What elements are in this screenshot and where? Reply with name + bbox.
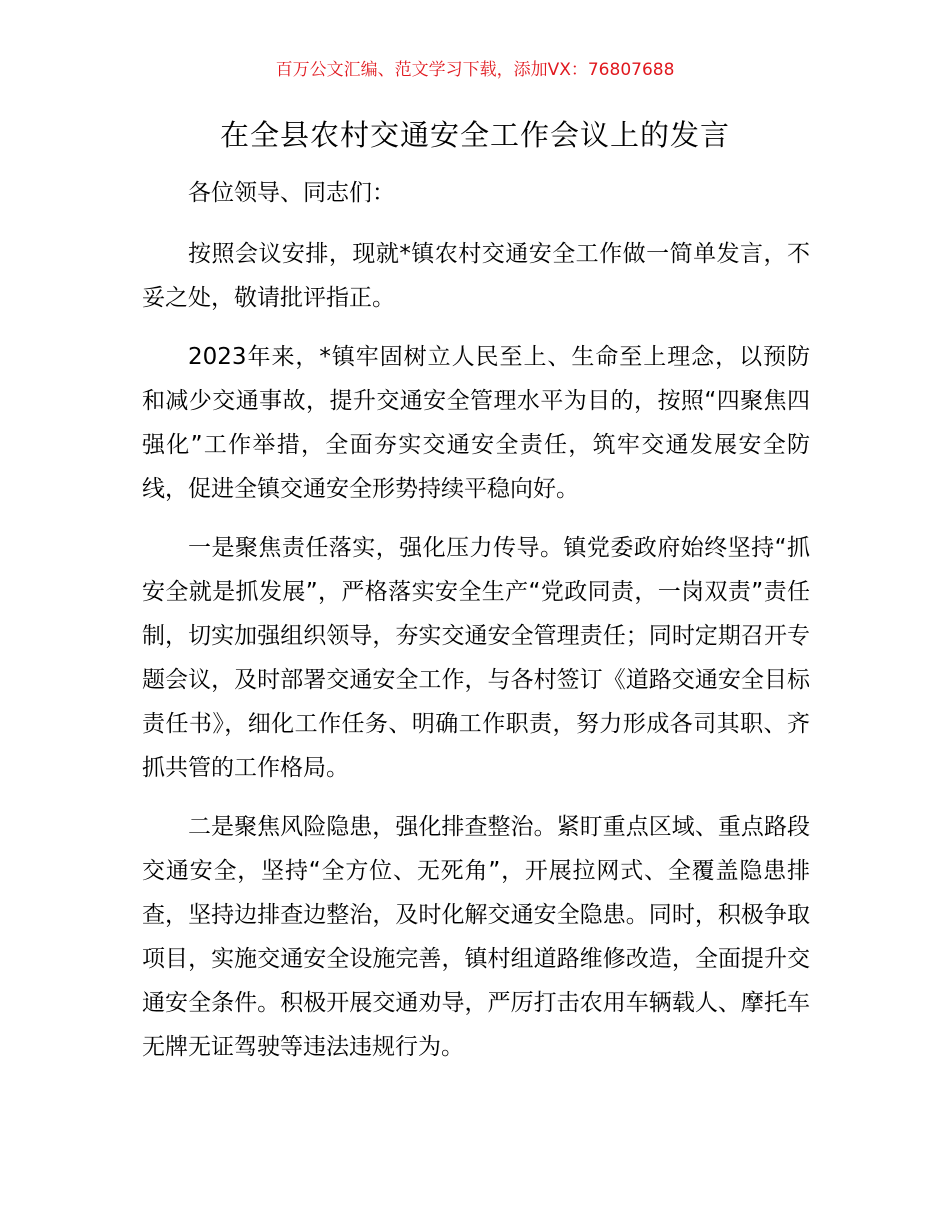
salutation: 各位领导、同志们： <box>188 180 395 206</box>
document-title: 在全县农村交通安全工作会议上的发言 <box>219 118 730 152</box>
paragraph-responsibility: 一是聚焦责任落实，强化压力传导。镇党委政府始终坚持“抓安全就是抓发展”，严格落实安全生产“党政同责，一岗双责”责任制，切实加强组织领导，夯实交通安全管理责任；同时定期召开专题会议，及时部署交通安全工作，与各村签订《道路交通安全目标责任书》，细化工作任务、明确工作职责，努力形成各司其职、齐抓共管的工作格局。 <box>142 535 810 781</box>
paragraph-intro: 按照会议安排，现就*镇农村交通安全工作做一简单发言，不妥之处，敬请批评指正。 <box>142 241 810 311</box>
document-body <box>142 171 810 1084</box>
paragraph-risk-hazards: 二是聚焦风险隐患，强化排查整治。紧盯重点区域、重点路段交通安全，坚持“全方位、无死角”，开展拉网式、全覆盖隐患排查，坚持边排查边整治，及时化解交通安全隐患。同时，积极争取项目，实施交通安全设施完善，镇村组道路维修改造，全面提升交通安全条件。积极开展交通劝导，严厉打击农用车辆载人、摩托车无牌无证驾驶等违法违规行为。 <box>142 814 810 1060</box>
header-watermark-note: 百万公文汇编、范文学习下载，添加VX：76807688 <box>275 60 675 80</box>
paragraph-overview: 2023年来，*镇牢固树立人民至上、生命至上理念，以预防和减少交通事故，提升交通安全管理水平为目的，按照“四聚焦四强化”工作举措，全面夯实交通安全责任，筑牢交通发展安全防线，促进全镇交通安全形势持续平稳向好。 <box>142 344 810 502</box>
